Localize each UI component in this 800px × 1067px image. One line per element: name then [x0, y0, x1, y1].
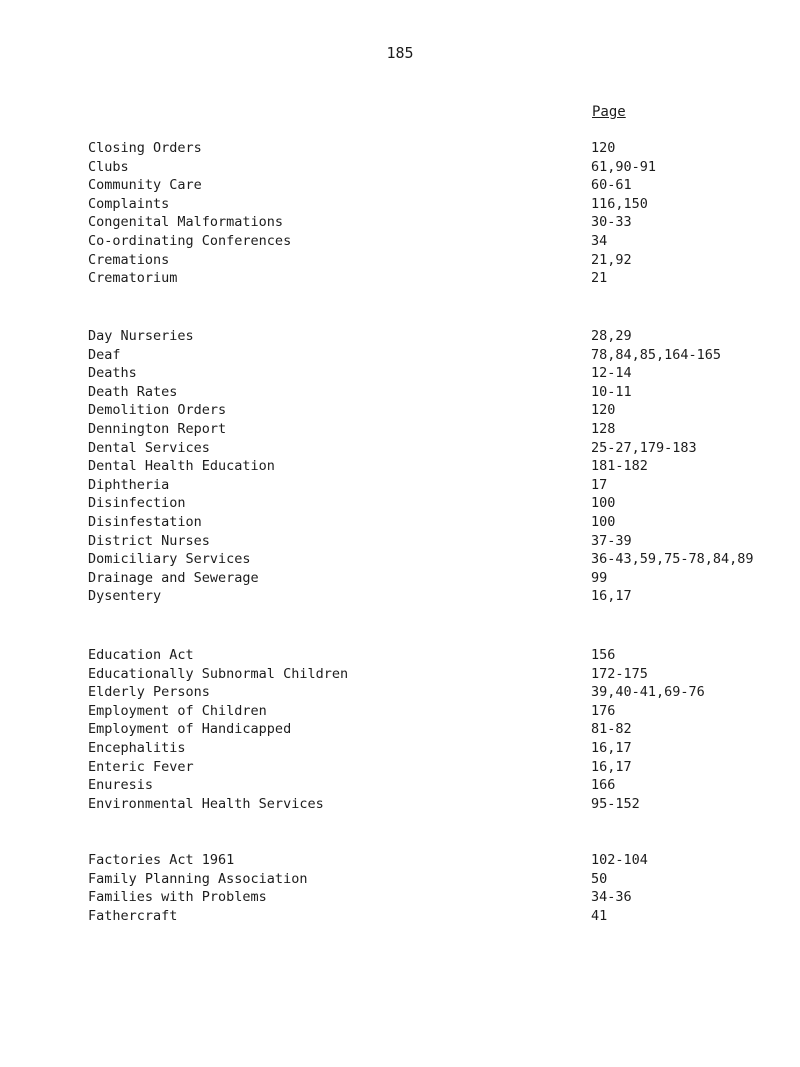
- index-term: Complaints: [88, 195, 170, 212]
- index-entry: [88, 870, 788, 889]
- index-entry: [88, 702, 788, 721]
- index-term: Demolition Orders: [88, 402, 227, 419]
- index-entry: [88, 851, 788, 870]
- index-term: Diphtheria: [88, 476, 170, 493]
- index-entry: [88, 251, 788, 270]
- index-term: Enuresis: [88, 777, 154, 794]
- index-page-refs: 25-27,179-183: [591, 439, 697, 456]
- index-entry: [88, 195, 788, 214]
- index-entry: [88, 139, 788, 158]
- index-page-refs: 16,17: [591, 588, 632, 605]
- index-entry: [88, 439, 788, 458]
- index-page-refs: 34: [591, 232, 608, 249]
- index-term: Families with Problems: [88, 889, 267, 906]
- index-entry: [88, 665, 788, 684]
- index-page-refs: 172-175: [591, 665, 648, 682]
- index-term: Crematorium: [88, 270, 178, 287]
- index-page-refs: 95-152: [591, 795, 640, 812]
- index-entry: [88, 494, 788, 513]
- index-term: Congenital Malformations: [88, 214, 284, 231]
- index-entry: [88, 457, 788, 476]
- index-page-refs: 99: [591, 569, 608, 586]
- index-term: Education Act: [88, 647, 194, 663]
- index-page-refs: 176: [591, 702, 616, 719]
- index-entry: [88, 739, 788, 758]
- index-page-refs: 100: [591, 513, 616, 530]
- index-term: Deaf: [88, 346, 121, 363]
- index-entry: [88, 401, 788, 420]
- index-entry: [88, 158, 788, 177]
- index-page-refs: 78,84,85,164-165: [591, 346, 722, 363]
- index-term: Closing Orders: [88, 140, 202, 156]
- index-entry: [88, 569, 788, 588]
- index-term: Dental Services: [88, 439, 210, 456]
- index-term: Day Nurseries: [88, 328, 194, 344]
- index-page-refs: 181-182: [591, 458, 648, 475]
- index-entry: [88, 364, 788, 383]
- index-term: Community Care: [88, 177, 202, 194]
- index-entry: [88, 587, 788, 606]
- index-entry: [88, 383, 788, 402]
- index-term: Elderly Persons: [88, 684, 210, 701]
- index-term: Family Planning Association: [88, 870, 308, 887]
- index-entry: [88, 550, 788, 569]
- index-entry: [88, 176, 788, 195]
- index-term: Enteric Fever: [88, 758, 194, 775]
- index-term: Dysentery: [88, 588, 162, 605]
- index-term: Educationally Subnormal Children: [88, 665, 349, 682]
- index-entry: [88, 232, 788, 251]
- index-entry: [88, 269, 788, 288]
- index-page-refs: 120: [591, 402, 616, 419]
- index-entry: [88, 513, 788, 532]
- index-term: Disinfection: [88, 495, 186, 512]
- index-term: Encephalitis: [88, 739, 186, 756]
- index-page-refs: 39,40-41,69-76: [591, 684, 705, 701]
- index-term: District Nurses: [88, 532, 210, 549]
- index-term: Dental Health Education: [88, 458, 275, 475]
- index-page-refs: 128: [591, 420, 616, 437]
- index-page-refs: 61,90-91: [591, 158, 657, 175]
- index-entry: [88, 683, 788, 702]
- index-term: Deaths: [88, 365, 137, 382]
- index-entry: [88, 776, 788, 795]
- index-entry: [88, 720, 788, 739]
- index-page-refs: 21: [591, 270, 608, 287]
- index-page-refs: 16,17: [591, 739, 632, 756]
- index-entry: [88, 420, 788, 439]
- index-entry: [88, 758, 788, 777]
- page-number: 185: [386, 44, 414, 62]
- index-page-refs: 12-14: [591, 365, 632, 382]
- index-page-refs: 28,29: [591, 328, 632, 344]
- page-column-heading: Page: [592, 104, 626, 120]
- index-page-refs: 100: [591, 495, 616, 512]
- index-page-refs: 50: [591, 870, 608, 887]
- index-term: Cremations: [88, 251, 170, 268]
- index-page-refs: 156: [591, 647, 616, 663]
- index-term: Environmental Health Services: [88, 795, 324, 812]
- index-entry: [88, 346, 788, 365]
- index-group-e: [88, 646, 788, 813]
- index-term: Clubs: [88, 158, 129, 175]
- index-page-refs: 10-11: [591, 383, 632, 400]
- index-entry: [88, 476, 788, 495]
- index-page-refs: 81-82: [591, 721, 632, 738]
- index-term: Employment of Handicapped: [88, 721, 292, 738]
- index-term: Dennington Report: [88, 420, 227, 437]
- index-page-refs: 102-104: [591, 852, 648, 868]
- index-term: Employment of Children: [88, 702, 267, 719]
- index-term: Domiciliary Services: [88, 551, 251, 568]
- index-page-refs: 120: [591, 140, 616, 156]
- index-page-refs: 34-36: [591, 889, 632, 906]
- index-page-refs: 41: [591, 907, 608, 924]
- index-entry: [88, 795, 788, 814]
- index-term: Factories Act 1961: [88, 852, 235, 868]
- index-group-f: [88, 851, 788, 925]
- index-entry: [88, 532, 788, 551]
- index-term: Co-ordinating Conferences: [88, 232, 292, 249]
- index-entry: [88, 327, 788, 346]
- index-page-refs: 37-39: [591, 532, 632, 549]
- index-page-refs: 36-43,59,75-78,84,89: [591, 551, 754, 568]
- index-page-refs: 30-33: [591, 214, 632, 231]
- index-term: Fathercraft: [88, 907, 178, 924]
- index-page-refs: 21,92: [591, 251, 632, 268]
- index-entry: [88, 213, 788, 232]
- index-page-refs: 166: [591, 777, 616, 794]
- index-entry: [88, 646, 788, 665]
- index-term: Disinfestation: [88, 513, 202, 530]
- index-page-refs: 16,17: [591, 758, 632, 775]
- index-term: Death Rates: [88, 383, 178, 400]
- index-entry: [88, 888, 788, 907]
- index-term: Drainage and Sewerage: [88, 569, 259, 586]
- index-entry: [88, 907, 788, 926]
- index-page-refs: 60-61: [591, 177, 632, 194]
- index-page-refs: 116,150: [591, 195, 648, 212]
- index-group-c: [88, 139, 788, 288]
- index-group-d: [88, 327, 788, 606]
- index-page-refs: 17: [591, 476, 608, 493]
